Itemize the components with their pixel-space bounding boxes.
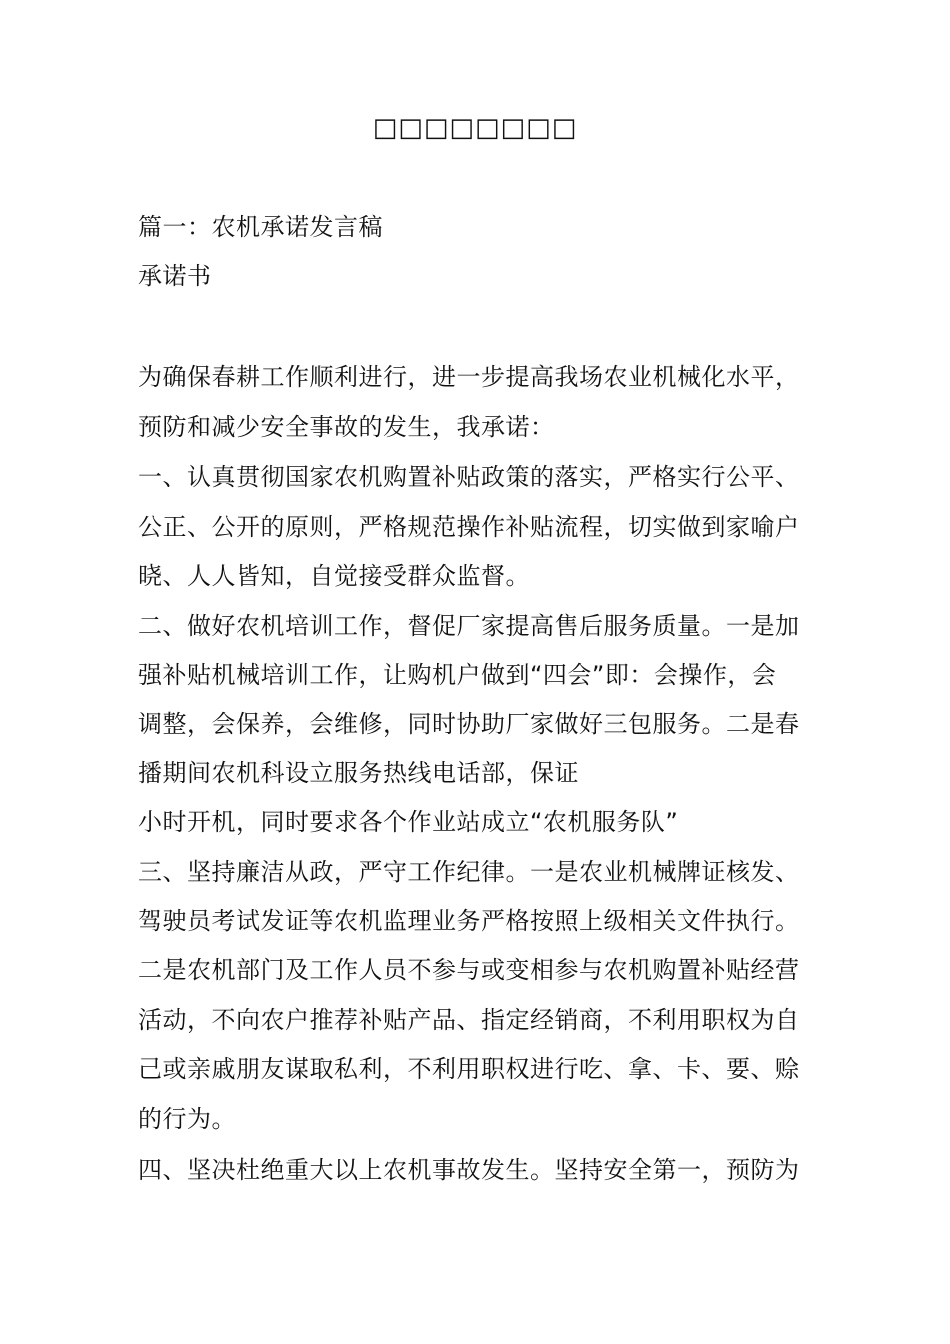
paragraph-line: 为确保春耕工作顺利进行，进一步提高我场农业机械化水平， xyxy=(138,363,800,391)
paragraph-line: 己或亲戚朋友谋取私利，不利用职权进行吃、拿、卡、要、赊 xyxy=(138,1055,800,1083)
paragraph-line: 二是农机部门及工作人员不参与或变相参与农机购置补贴经营 xyxy=(138,956,800,984)
paragraph-line: 二、做好农机培训工作，督促厂家提高售后服务质量。一是加 xyxy=(138,612,800,640)
paragraph-line: 活动，不向农户推荐补贴产品、指定经销商，不利用职权为自 xyxy=(138,1006,800,1034)
subheading: 承诺书 xyxy=(138,262,212,290)
paragraph-line: 四、坚决杜绝重大以上农机事故发生。坚持安全第一，预防为 xyxy=(138,1156,800,1184)
paragraph-line: 公正、公开的原则，严格规范操作补贴流程，切实做到家喻户 xyxy=(138,513,800,541)
paragraph-line: 的行为。 xyxy=(138,1105,236,1133)
document-title: □□□□□□□□ xyxy=(372,113,578,143)
paragraph-line: 一、认真贯彻国家农机购置补贴政策的落实，严格实行公平、 xyxy=(138,463,800,491)
paragraph-line: 播期间农机科设立服务热线电话部，保证 xyxy=(138,759,579,787)
paragraph-line: 晓、人人皆知，自觉接受群众监督。 xyxy=(138,562,530,590)
paragraph-line: 三、坚持廉洁从政，严守工作纪律。一是农业机械牌证核发、 xyxy=(138,858,800,886)
paragraph-line: 调整，会保养，会维修，同时协助厂家做好三包服务。二是春 xyxy=(138,710,800,738)
paragraph-line: 预防和减少安全事故的发生，我承诺： xyxy=(138,413,555,441)
paragraph-line: 驾驶员考试发证等农机监理业务严格按照上级相关文件执行。 xyxy=(138,907,800,935)
paragraph-line: 小时开机，同时要求各个作业站成立“农机服务队” xyxy=(138,808,679,836)
section-heading: 篇一：农机承诺发言稿 xyxy=(138,213,383,241)
paragraph-line: 强补贴机械培训工作，让购机户做到“四会”即：会操作，会 xyxy=(138,661,777,689)
